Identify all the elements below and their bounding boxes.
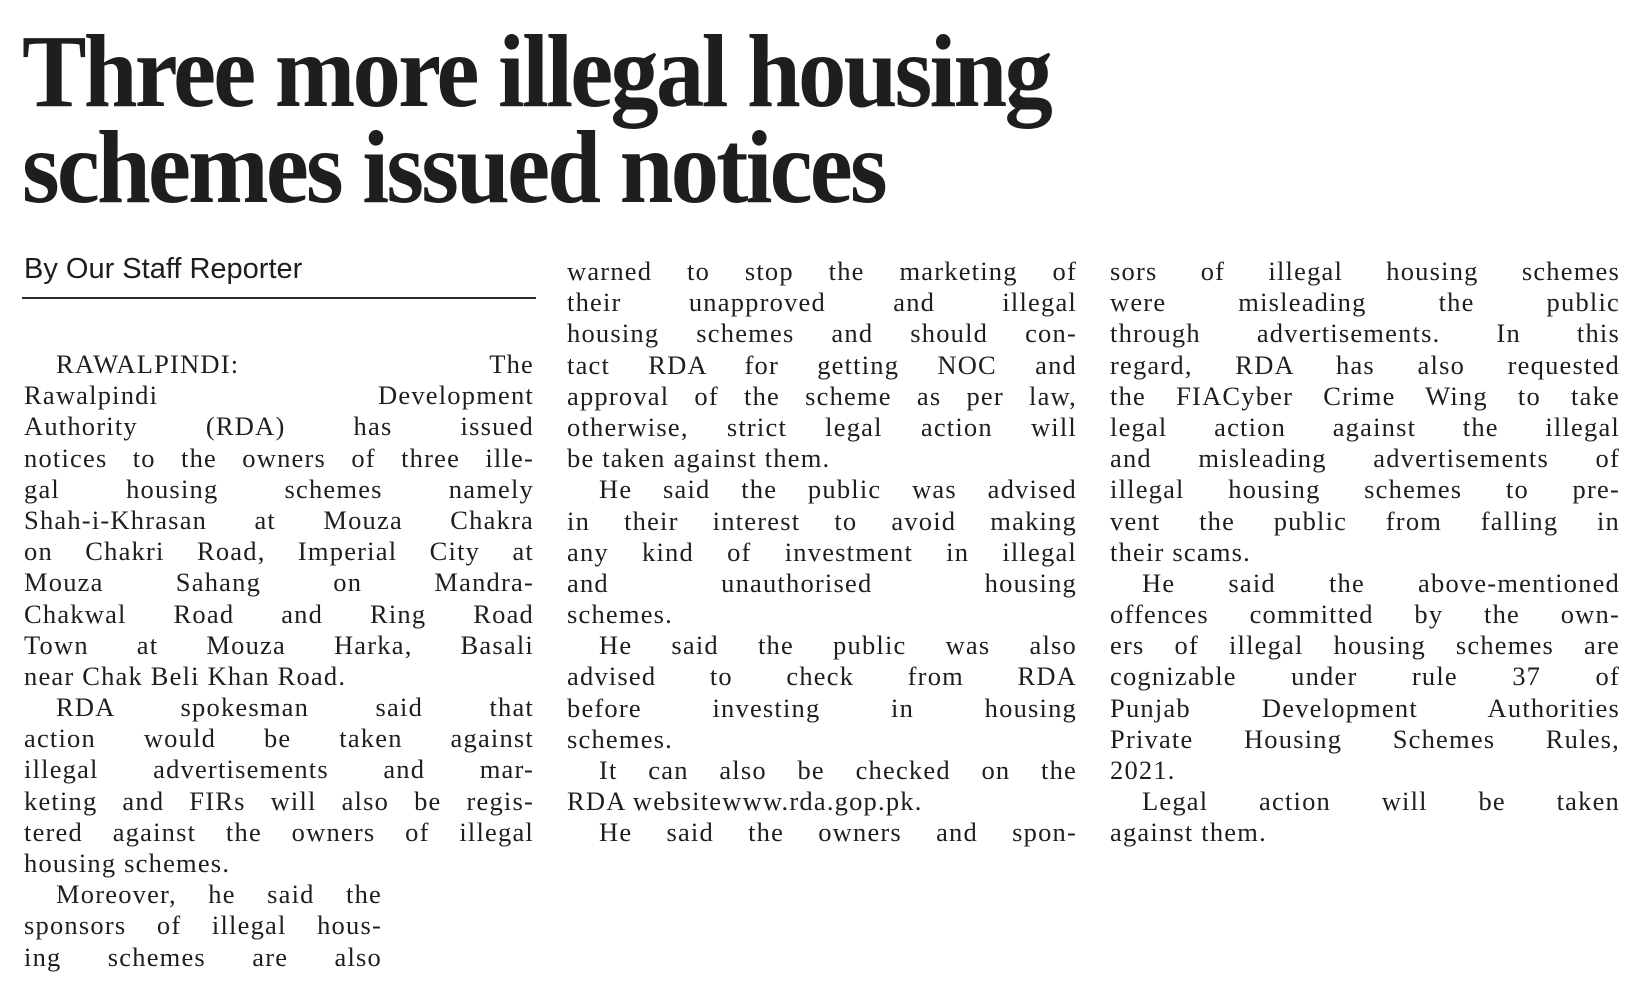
text-line: RDA spokesman said that [56,692,534,723]
text-line: their unapproved and illegal [567,287,1077,318]
text-line: It can also be checked on the [599,755,1077,785]
text-line: Chakwal Road and Ring Road [24,598,534,629]
text-line: Authority (RDA) has issued [24,411,534,442]
text-line: the FIACyber Crime Wing to take [1110,380,1620,411]
text-line: warned to stop the marketing of [567,256,1077,286]
text-line: illegal housing schemes to pre- [1110,474,1620,505]
text-line: housing schemes and should con- [567,318,1077,349]
text-line: their scams. [1110,536,1251,567]
text-line: regard, RDA has also requested [1110,349,1620,380]
text-line: legal action against the illegal [1110,411,1620,442]
text-line: offences committed by the own- [1110,599,1620,630]
text-line: were misleading the public [1110,287,1620,318]
text-line: RAWALPINDI: The [56,349,534,379]
text-line: ing schemes are also [24,941,382,972]
text-line: ers of illegal housing schemes are [1110,630,1620,661]
text-line: Shah-i-Khrasan at Mouza Chakra [24,504,534,535]
text-line: housing schemes. [24,848,231,878]
text-line: Punjab Development Authorities [1110,692,1620,723]
text-line: RDA websitewww.rda.gop.pk. [567,786,923,817]
text-line: and unauthorised housing [567,567,1077,598]
byline: By Our Staff Reporter [24,253,303,285]
text-line: before investing in housing [567,692,1077,723]
text-line: notices to the owners of three ille- [24,442,534,473]
text-line: against them. [1110,817,1267,848]
byline-divider [22,297,536,299]
article-column-3 [1110,256,1620,849]
text-line: any kind of investment in illegal [567,536,1077,567]
text-line: sors of illegal housing schemes [1110,256,1620,286]
text-line: approval of the scheme as per law, [567,380,1077,411]
text-line: cognizable under rule 37 of [1110,661,1620,692]
text-line: schemes. [567,599,673,630]
text-line: and misleading advertisements of [1110,443,1620,474]
text-line: Town at Mouza Harka, Basali [24,629,534,660]
text-line: gal housing schemes namely [24,473,534,504]
article-column-2 [567,256,1077,849]
text-line: in their interest to avoid making [567,505,1077,536]
text-line: Legal action will be taken [1142,786,1620,817]
text-line: through advertisements. In this [1110,318,1620,349]
text-line: Mouza Sahang on Mandra- [24,567,534,598]
text-line: be taken against them. [567,443,831,474]
text-line: on Chakri Road, Imperial City at [24,536,534,567]
text-line: advised to check from RDA [567,661,1077,692]
text-line: He said the above-mentioned [1142,567,1620,598]
text-line: tered against the owners of illegal [24,816,534,847]
text-line: Moreover, he said the [56,879,382,910]
text-line: action would be taken against [24,723,534,754]
text-line: Private Housing Schemes Rules, [1110,723,1620,754]
text-line: He said the public was also [599,630,1077,661]
text-line: schemes. [567,723,673,754]
text-line: 2021. [1110,755,1176,785]
text-line: sponsors of illegal hous- [24,910,382,941]
text-line: He said the owners and spon- [599,817,1077,848]
text-line: keting and FIRs will also be regis- [24,785,534,816]
text-line: tact RDA for getting NOC and [567,349,1077,380]
text-line: near Chak Beli Khan Road. [24,660,347,691]
headline-line-2: schemes issued notices [22,110,885,225]
headline [22,14,1051,225]
text-line: He said the public was advised [599,474,1077,505]
text-line: illegal advertisements and mar- [24,754,534,785]
text-line: otherwise, strict legal action will [567,411,1077,442]
headline-line-1: Three more illegal housing [22,14,1051,129]
article-column-1 [24,349,534,973]
text-line: Rawalpindi Development [24,380,534,411]
text-line: vent the public from falling in [1110,505,1620,536]
